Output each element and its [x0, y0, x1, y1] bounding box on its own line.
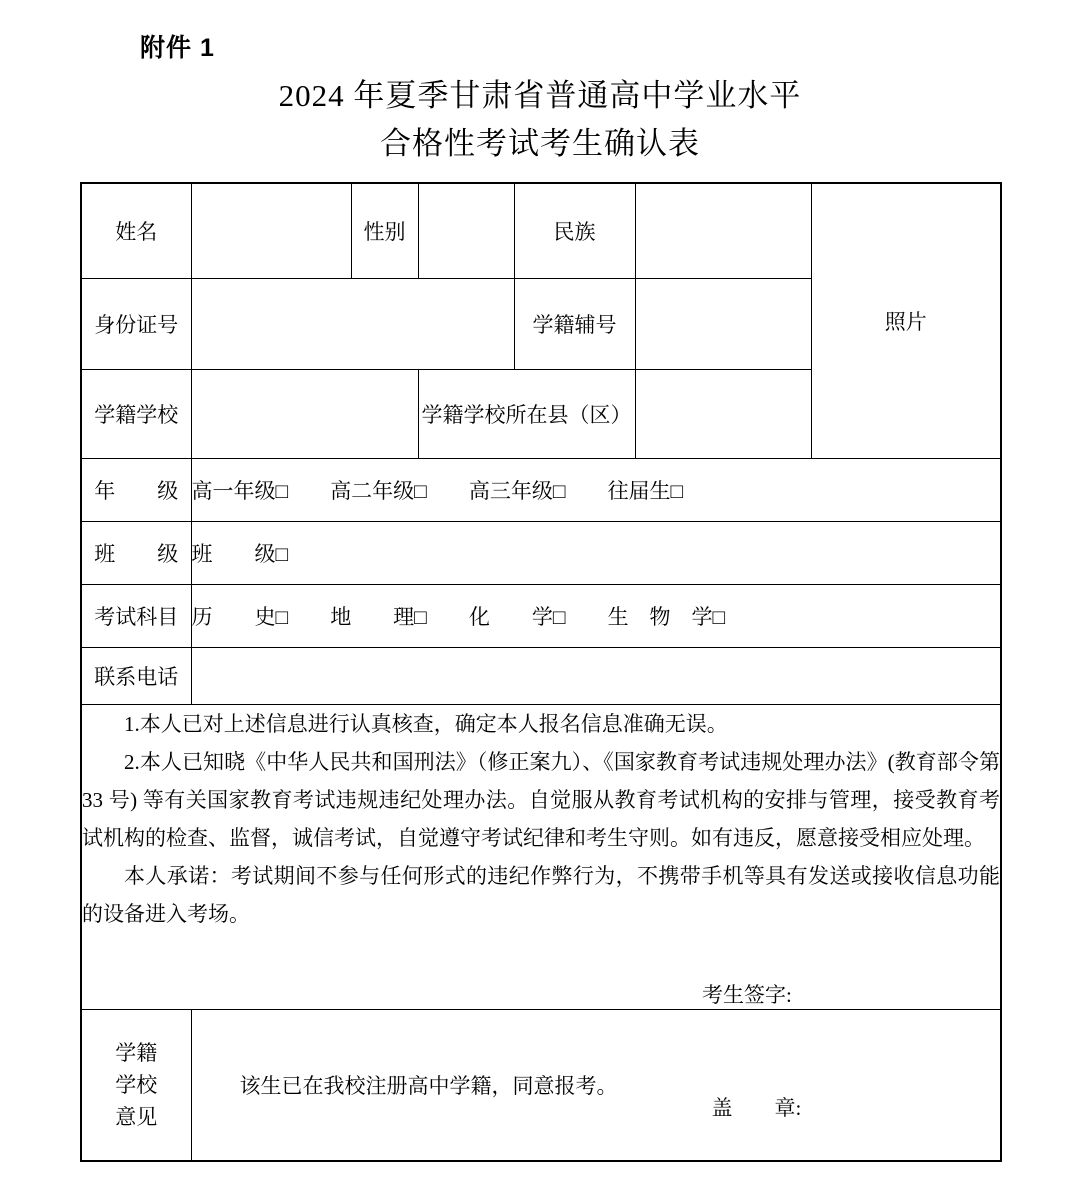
label-school: 学籍学校 [81, 370, 191, 459]
grade-options [191, 459, 1001, 522]
field-student-aux-number[interactable] [635, 279, 811, 370]
label-phone: 联系电话 [81, 648, 191, 705]
label-student-aux-number: 学籍辅号 [514, 279, 635, 370]
title-line-1: 2024 年夏季甘肃省普通高中学业水平 [278, 78, 802, 113]
label-exam-subjects: 考试科目 [81, 585, 191, 648]
subject-option-chemistry[interactable]: 化 学□ [468, 605, 566, 629]
school-opinion-label-line-1: 学籍 [115, 1041, 158, 1065]
label-name: 姓名 [81, 183, 191, 279]
table-row-phone [81, 648, 1001, 705]
page-title [0, 72, 1080, 168]
field-ethnicity[interactable] [635, 183, 811, 279]
field-school[interactable] [191, 370, 418, 459]
attachment-label: 附件 1 [140, 34, 215, 62]
class-options [191, 522, 1001, 585]
field-gender[interactable] [418, 183, 514, 279]
subject-option-history[interactable]: 历 史□ [191, 605, 289, 629]
grade-option-senior3[interactable]: 高三年级□ [468, 479, 566, 503]
label-grade: 年 级 [81, 459, 191, 522]
declaration-item-3: 本人承诺：考试期间不参与任何形式的违纪作弊行为，不携带手机等具有发送或接收信息功能的设备进入考场。 [82, 864, 1000, 926]
subject-option-geography[interactable]: 地 理□ [330, 605, 427, 629]
table-row-subjects [81, 585, 1001, 648]
field-name[interactable] [191, 183, 351, 279]
table-row-class [81, 522, 1001, 585]
field-phone[interactable] [191, 648, 1001, 705]
school-opinion-label-line-2: 学校 [115, 1073, 158, 1097]
label-gender: 性别 [351, 183, 418, 279]
school-opinion-label-line-3: 意见 [115, 1105, 158, 1129]
field-school-county[interactable] [635, 370, 811, 459]
declaration-block [81, 705, 1001, 1010]
school-opinion-body [191, 1010, 1001, 1162]
label-id-number: 身份证号 [81, 279, 191, 370]
grade-option-graduated[interactable]: 往届生□ [607, 479, 684, 503]
class-option[interactable]: 班 级□ [191, 542, 289, 566]
school-opinion-text: 该生已在我校注册高中学籍，同意报考。 [239, 1074, 618, 1098]
label-class: 班 级 [81, 522, 191, 585]
title-line-2: 合格性考试考生确认表 [380, 126, 700, 161]
table-row-school-opinion [81, 1010, 1001, 1162]
grade-option-senior2[interactable]: 高二年级□ [330, 479, 427, 503]
table-row-grade [81, 459, 1001, 522]
label-school-county: 学籍学校所在县（区） [418, 370, 635, 459]
candidate-confirmation-table [80, 182, 1002, 1162]
table-row-identity [81, 183, 1001, 279]
field-id-number[interactable] [191, 279, 514, 370]
label-school-opinion [81, 1010, 191, 1162]
school-seal-label[interactable]: 盖 章: [711, 1096, 802, 1120]
declaration-item-1: 1.本人已对上述信息进行认真核查，确定本人报名信息准确无误。 [124, 712, 728, 736]
subject-options [191, 585, 1001, 648]
table-row-declaration [81, 705, 1001, 1010]
label-ethnicity: 民族 [514, 183, 635, 279]
subject-option-biology[interactable]: 生 物 学□ [607, 605, 726, 629]
photo-box[interactable]: 照片 [811, 183, 1001, 459]
candidate-signature-label[interactable]: 考生签字: [702, 983, 792, 1007]
grade-option-senior1[interactable]: 高一年级□ [191, 479, 289, 503]
declaration-item-2: 2.本人已知晓《中华人民共和国刑法》（修正案九）、《国家教育考试违规处理办法》(教育部令第 33 号) 等有关国家教育考试违规违纪处理办法。自觉服从教育考试机构的安排与管理，接受教育考试机构的检查、监督，诚信考试，自觉遵守考试纪律和考生守则。如有违反，愿意接受相应处理。 [82, 750, 1000, 850]
